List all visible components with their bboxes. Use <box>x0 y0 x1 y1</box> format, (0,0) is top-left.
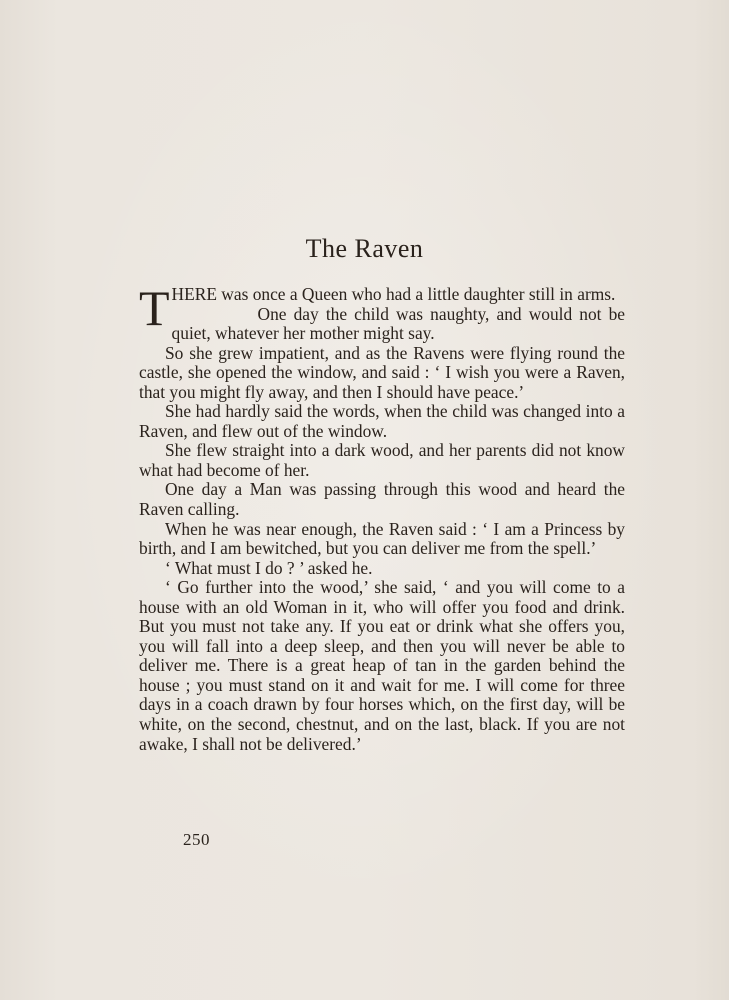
paragraph-6: One day a Man was passing through this wood and heard the Raven calling. <box>139 479 625 520</box>
paragraph-5: She flew straight into a dark wood, and her parents did not know what had become of her. <box>139 440 625 480</box>
paragraph-1-text: was once a Queen who had a little daughter still in arms. <box>216 284 616 304</box>
page-number: 250 <box>183 830 210 849</box>
drop-cap: T <box>139 280 170 336</box>
paragraph-8: ‘ What must I do ? ’ asked he. <box>165 557 373 578</box>
paragraph-3: So she grew impatient, and as the Ravens were flying round the castle, she opened the window, and said : ‘ I wish you were a Raven, that you might fly away, and then I should have peace.’ <box>139 342 625 402</box>
story-text <box>139 280 625 754</box>
first-word: HERE <box>171 284 217 304</box>
paragraph-9: ‘ Go further into the wood,’ she said, ‘ and you will come to a house with an old Woman in it, who will offer you food and drink. But you must not take any. If you eat or drink what she offers you, you will fall into a deep sleep, and then you will never be able to deliver me. There is a great heap of tan in the garden behind the house ; you must stand on it and wait for me. I will come for three days in a coach drawn by four horses which, on the first day, will be white, on the second, chestnut, and on the last, black. If you are not awake, I shall not be delivered.’ <box>139 577 625 754</box>
paragraph-4: She had hardly said the words, when the child was changed into a Raven, and flew out of the window. <box>139 401 625 441</box>
paragraph-2: One day the child was naughty, and would not be quiet, whatever her mother might say. <box>171 303 625 344</box>
page-title: The Raven <box>305 234 424 263</box>
paragraph-7: When he was near enough, the Raven said : ‘ I am a Princess by birth, and I am bewitched, but you can deliver me from the spell.’ <box>139 518 625 559</box>
